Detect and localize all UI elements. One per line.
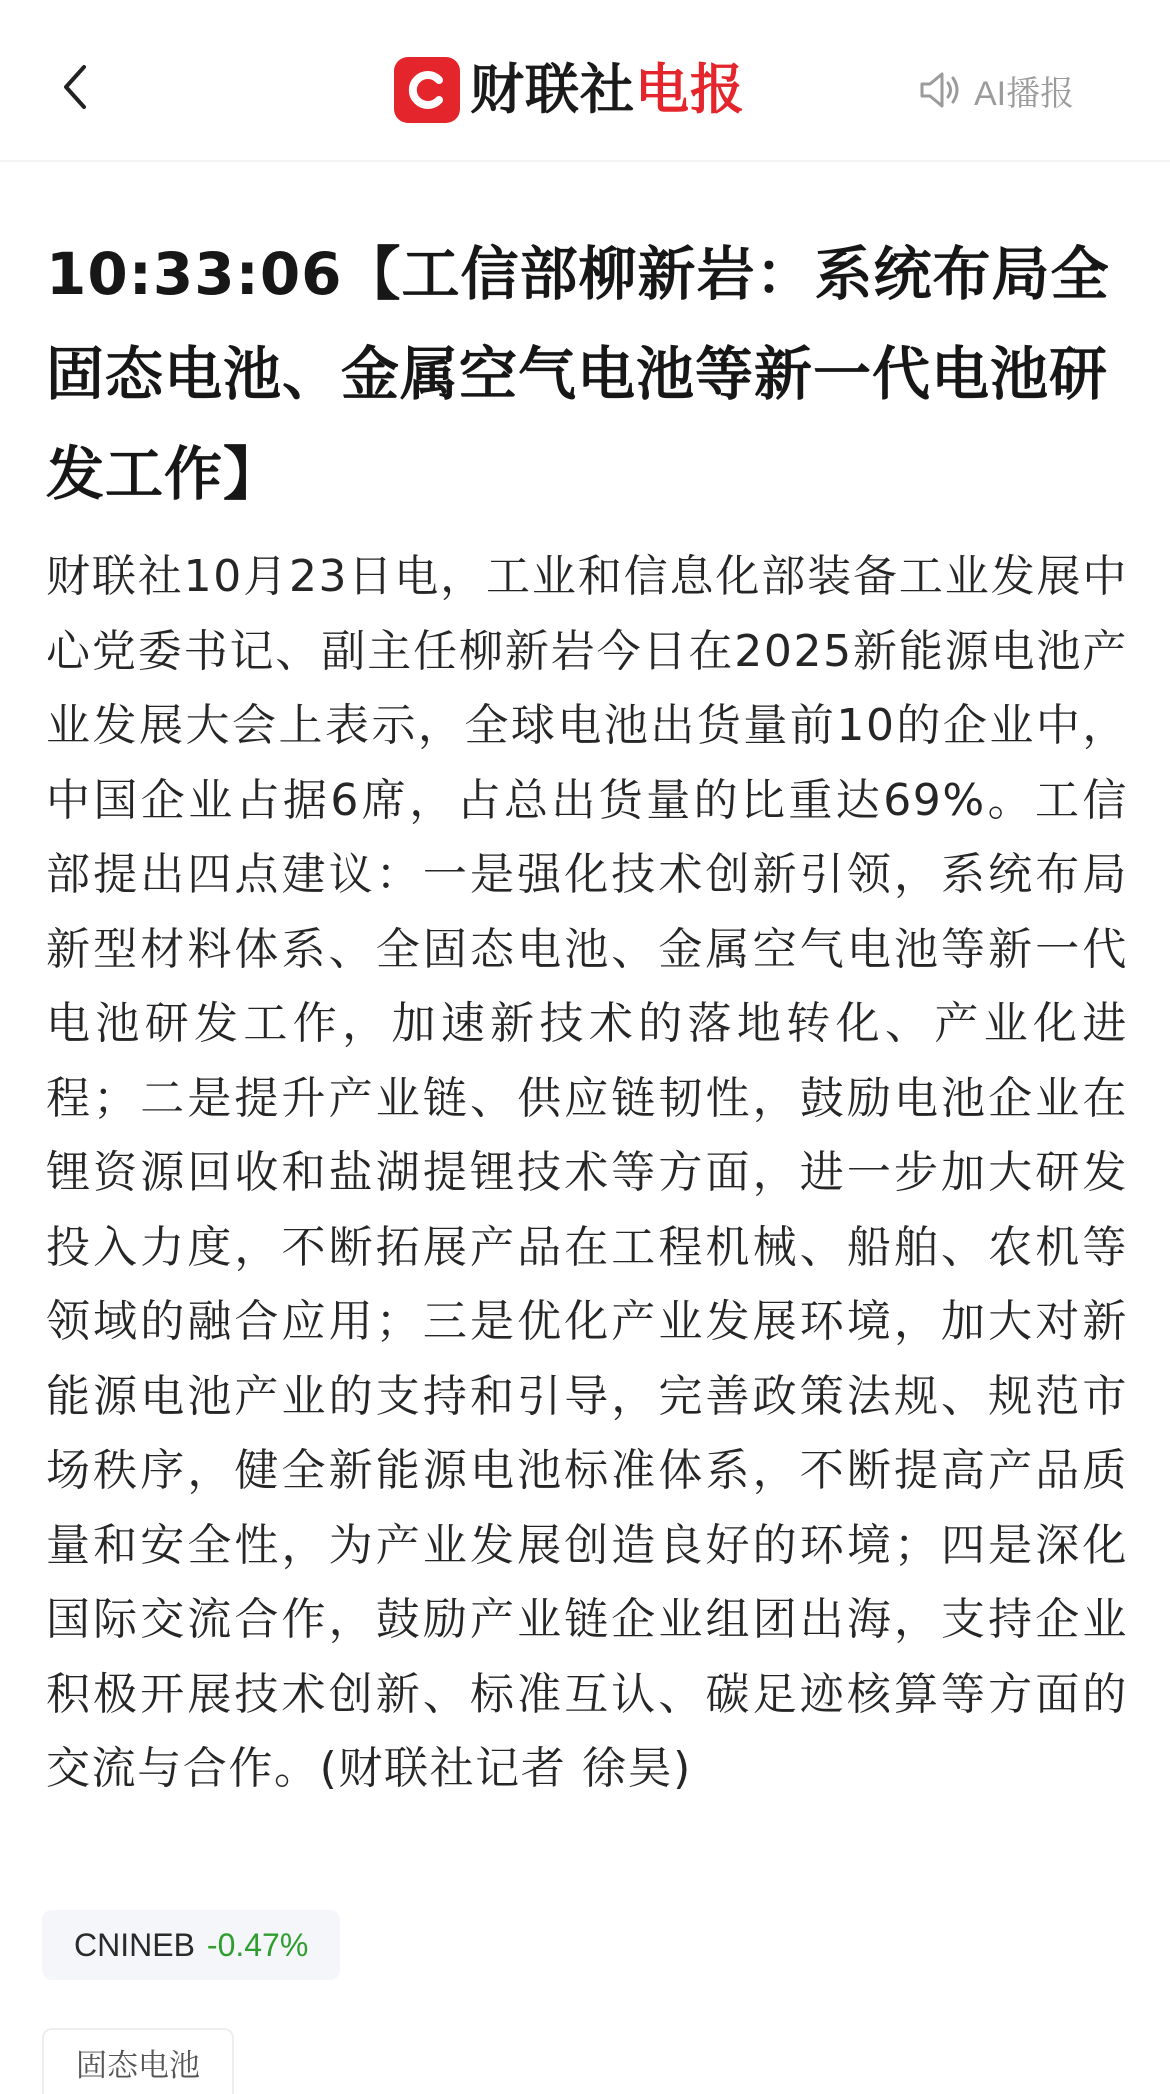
cls-logo-icon: [394, 57, 460, 123]
top-navigation-bar: [0, 0, 1170, 160]
speaker-icon: [918, 70, 962, 110]
topic-tag[interactable]: [42, 2028, 234, 2094]
logo-text-telegraph: 电报: [635, 58, 745, 121]
stock-name: CNINEB: [74, 1926, 195, 1963]
app-logo: [394, 54, 745, 126]
ai-broadcast-button[interactable]: [918, 60, 1074, 120]
article-body: 财联社10月23日电，工业和信息化部装备工业发展中心党委书记、副主任柳新岩今日在2025新能源电池产业发展大会上表示，全球电池出货量前10的企业中，中国企业占据6席，占总出货量的比重达69%。工信部提出四点建议：一是强化技术创新引领，系统布局新型材料体系、全固态电池、金属空气电池等新一代电池研发工作，加速新技术的落地转化、产业化进程；二是提升产业链、供应链韧性，鼓励电池企业在锂资源回收和盐湖提锂技术等方面，进一步加大研发投入力度，不断拓展产品在工程机械、船舶、农机等领域的融合应用；三是优化产业发展环境，加大对新能源电池产业的支持和引导，完善政策法规、规范市场秩序，健全新能源电池标准体系，不断提高产品质量和安全性，为产业发展创造良好的环境；四是深化国际交流合作，鼓励产业链企业组团出海，支持企业积极开展技术创新、标准互认、碳足迹核算等方面的交流与合作。(财联社记者 徐昊): [46, 551, 1128, 1794]
back-button[interactable]: [40, 52, 110, 122]
topic-tag-label: 固态电池: [76, 2047, 200, 2084]
article-headline: 10:33:06【工信部柳新岩：系统布局全固态电池、金属空气电池等新一代电池研发工作】: [46, 240, 1110, 508]
logo-text: [470, 58, 745, 121]
chevron-left-icon: [60, 63, 90, 111]
ai-broadcast-label: AI播报: [974, 74, 1075, 113]
related-stock-chip[interactable]: [42, 1910, 340, 1980]
stock-change: -0.47%: [206, 1926, 309, 1963]
logo-text-brand: 财联社: [470, 58, 635, 121]
